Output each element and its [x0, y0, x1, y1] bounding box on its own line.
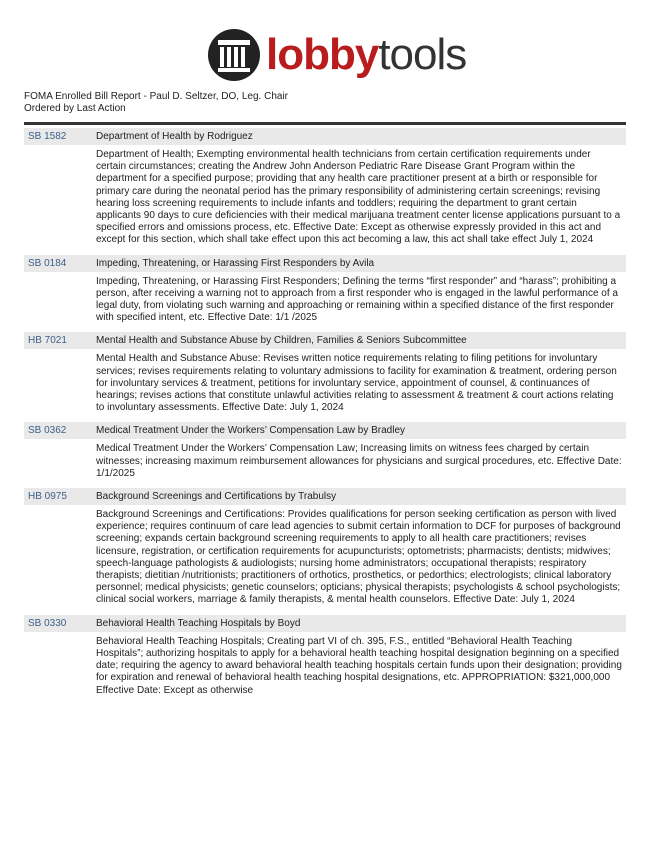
bill-number-link[interactable]: SB 0362	[28, 425, 67, 437]
bill-header-row	[24, 128, 626, 145]
header-divider	[24, 122, 626, 125]
bill-description: Medical Treatment Under the Workers’ Compensation Law; Increasing limits on witness fees charged by certain witnesses; increasing maximum reimbursement allowances for physicians and surgical procedures, etc. Effective Date: 1/1/2025	[96, 443, 622, 479]
bill-entry	[24, 488, 626, 607]
bill-description: Behavioral Health Teaching Hospitals; Creating part VI of ch. 395, F.S., entitled “Behavioral Health Teaching Hospitals”; authorizing hospitals to apply for a behavioral health teaching hospital designation beginning on a specified date; requiring the agency to award behavioral health teaching hospitals certain funds upon their designation; providing for expiration and renewal of behavioral health teaching hospital designations, etc. APPROPRIATION: $321,000,000 Effective Date: Except as otherwise	[96, 635, 622, 696]
bill-header-row	[24, 615, 626, 632]
bill-number-link[interactable]: HB 7021	[28, 335, 67, 347]
bill-entry	[24, 332, 626, 414]
brand-lobby: lobby	[266, 30, 379, 79]
bill-description: Background Screenings and Certifications: Provides qualifications for person seeking certification as person with lived experience; requires continuum of care lead agencies to submit certain information to DCF for purposes of background screening; expands certain background screening requirements to apply to all health care practitioners; revises licensure, registration, or certification requirements for acupuncturists; optometrists; pharmacists; dentists; midwives; speech-language pathologists & audiologists; nursing home administrators; occupational therapists; respiratory therapists; dietitian /nutritionists; practitioners of orthotics, prosthetics, or pedorthics; electrologists; clinical laboratory personnel; medical physicists; genetic counselors; opticians; physical therapists; psychologists & school psychologists; clinical social workers, marriage & family therapists, & mental health counselors. Effective Date: July 1, 2024	[96, 509, 621, 606]
bill-number-link[interactable]: SB 1582	[28, 131, 67, 142]
lobbytools-logo	[206, 26, 467, 84]
bill-header-row	[24, 332, 626, 349]
brand-wordmark	[266, 26, 466, 84]
report-title: FOMA Enrolled Bill Report - Paul D. Seltzer, DO, Leg. Chair	[24, 91, 288, 102]
bill-entry	[24, 255, 626, 325]
bill-title: Background Screenings and Certifications by Trabulsy	[96, 491, 337, 503]
bill-header-row	[24, 255, 626, 272]
brand-tools: tools	[378, 30, 467, 79]
bill-description: Department of Health; Exempting environmental health technicians from certain certification requirements under certain circumstances; creating the Andrew John Anderson Pediatric Rare Disease Grant Program within the department for a specified purpose; providing that any health care practitioner present at a birth or responsible for primary care during the neonatal period has the primary responsibility of administering certain screenings; revising hearing loss screening requirements to include infants and toddlers; requiring the department to grant certain applicants 90 days to cure deficiencies with their medical marijuana treatment center license applications pursuant to a specified errors and omissions process, etc. Effective Date: Except as otherwise expressly provided in this act and except for this section, which shall take effect upon this act becoming a law, this act shall take effect July 1, 2024	[96, 149, 621, 246]
bill-title: Behavioral Health Teaching Hospitals by Boyd	[96, 617, 301, 629]
bill-title: Medical Treatment Under the Workers’ Compensation Law by Bradley	[96, 425, 406, 437]
capitol-column-icon	[206, 26, 262, 84]
bill-description: Impeding, Threatening, or Harassing First Responders; Defining the terms “first responder” and “harass”; prohibiting a person, after receiving a warning not to approach from a first responder who is engaged in the lawful performance of a legal duty, from violating such warning and approaching or remaining within a specified distance of the first responder with specified intent, etc. Effective Date: 1/1 /2025	[96, 275, 618, 324]
bill-title: Department of Health by Rodriguez	[96, 131, 253, 142]
bill-entry	[24, 422, 626, 480]
bill-title: Impeding, Threatening, or Harassing First Responders by Avila	[96, 257, 375, 269]
bill-list	[24, 128, 626, 705]
bill-number-link[interactable]: HB 0975	[28, 491, 67, 503]
bill-number-link[interactable]: SB 0330	[28, 617, 67, 629]
bill-description: Mental Health and Substance Abuse: Revises written notice requirements relating to filing petitions for involuntary services; revises requirements relating to voluntary admissions to facility for examination & treatment, ordering person for involuntary services & treatment, petitions for involuntary service, appointment of counsel, & continuances of hearings; revises actions that constitute unlawful activities relating to assessment & treatment & court actions relating to involuntary assessments. Effective Date: July 1, 2024	[96, 353, 617, 414]
bill-number-link[interactable]: SB 0184	[28, 257, 67, 269]
bill-entry	[24, 128, 626, 247]
bill-header-row	[24, 422, 626, 439]
bill-title: Mental Health and Substance Abuse by Children, Families & Seniors Subcommittee	[96, 335, 467, 347]
bill-entry	[24, 615, 626, 697]
bill-header-row	[24, 488, 626, 505]
report-subtitle: Ordered by Last Action	[24, 103, 126, 114]
report-header	[24, 91, 624, 115]
